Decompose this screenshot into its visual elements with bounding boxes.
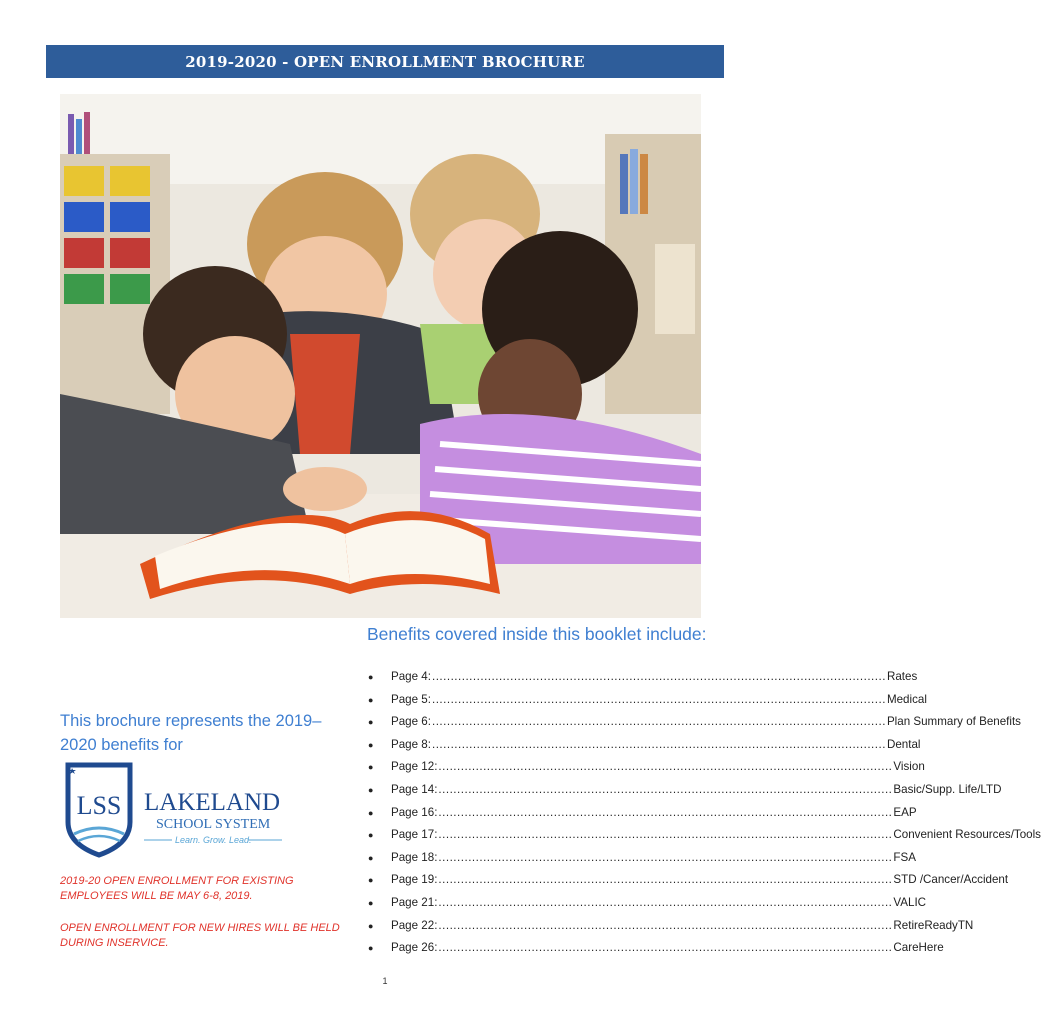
bullet-icon: ●	[368, 784, 374, 795]
dot-leader: ..........................................................................................................................	[431, 670, 886, 683]
page-number: 1	[382, 976, 388, 986]
list-item	[368, 782, 1002, 806]
bullet-icon: ●	[368, 672, 374, 682]
intro-text: This brochure represents the 2019–2020 benefits for	[60, 712, 322, 754]
list-item-page: Page 5:	[391, 692, 431, 706]
list-item	[368, 873, 1009, 896]
list-item-page: Page 18:	[391, 850, 438, 864]
list-item	[368, 805, 917, 829]
list-item-page: Page 17:	[391, 828, 438, 842]
list-item	[368, 760, 925, 783]
list-item	[368, 828, 1041, 851]
list-item-topic: Convenient Resources/Tools	[893, 828, 1041, 842]
bullet-icon: ●	[368, 875, 374, 886]
bullet-icon: ●	[368, 807, 374, 818]
list-item-page: Page 19:	[391, 873, 438, 887]
list-item-topic: CareHere	[893, 941, 944, 955]
benefits-heading: Benefits covered inside this booklet include:	[367, 624, 707, 644]
list-item-topic: STD /Cancer/Accident	[893, 873, 1009, 887]
enrollment-banner	[46, 45, 724, 78]
list-item	[368, 918, 974, 942]
benefits-list	[368, 670, 1041, 964]
list-item	[368, 737, 921, 761]
list-item-page: Page 22:	[391, 918, 438, 932]
list-item-topic: Dental	[886, 737, 921, 751]
list-item	[368, 941, 944, 964]
list-item	[368, 850, 916, 874]
bullet-icon: ●	[368, 852, 374, 863]
dot-leader: ..........................................................................................................................	[438, 782, 893, 796]
list-item-page: Page 12:	[391, 760, 438, 774]
bullet-icon: ●	[368, 943, 374, 954]
list-item	[368, 670, 918, 693]
logo-subtitle: SCHOOL SYSTEM	[156, 817, 271, 832]
bullet-icon: ●	[368, 694, 374, 705]
bullet-icon: ●	[368, 717, 374, 728]
dot-leader: ..........................................................................................................................	[438, 941, 893, 955]
list-item-page: Page 26:	[391, 941, 438, 955]
list-item-page: Page 14:	[391, 782, 438, 796]
lakeland-logo	[60, 762, 306, 857]
logo-monogram: LSS	[76, 791, 122, 820]
dot-leader: ..........................................................................................................................	[438, 918, 893, 932]
bullet-icon: ●	[368, 897, 374, 908]
dot-leader: ..........................................................................................................................	[438, 895, 893, 909]
dot-leader: ..........................................................................................................................	[438, 828, 893, 842]
dot-leader: ..........................................................................................................................	[438, 873, 893, 887]
list-item-page: Page 8:	[391, 737, 431, 751]
new-hires-notice: OPEN ENROLLMENT FOR NEW HIRES WILL BE HELD DURING INSERVICE.	[60, 922, 340, 949]
list-item-topic: VALIC	[893, 895, 927, 909]
list-item-topic: Vision	[893, 760, 925, 774]
list-item-page: Page 16:	[391, 805, 438, 819]
bullet-icon: ●	[368, 830, 374, 841]
bullet-icon: ●	[368, 739, 374, 750]
list-item-topic: Rates	[886, 670, 918, 683]
list-item-topic: FSA	[893, 850, 916, 864]
dot-leader: ..........................................................................................................................	[431, 715, 886, 729]
bullet-icon: ●	[368, 920, 374, 931]
list-item-page: Page 21:	[391, 895, 438, 909]
list-item-topic: Basic/Supp. Life/LTD	[893, 782, 1002, 796]
list-item-topic: Medical	[886, 692, 927, 706]
list-item-topic: Plan Summary of Benefits	[886, 715, 1021, 729]
list-item	[368, 895, 927, 919]
list-item	[368, 715, 1021, 738]
list-item-topic: EAP	[893, 805, 917, 819]
dot-leader: ..........................................................................................................................	[438, 805, 893, 819]
dot-leader: ..........................................................................................................................	[431, 692, 886, 706]
logo-tagline: Learn. Grow. Lead.	[175, 835, 252, 845]
dot-leader: ..........................................................................................................................	[438, 760, 893, 774]
dot-leader: ..........................................................................................................................	[431, 737, 886, 751]
banner-title: 2019-2020 - OPEN ENROLLMENT BROCHURE	[185, 52, 585, 71]
existing-employees-notice: 2019-20 OPEN ENROLLMENT FOR EXISTING EMPLOYEES WILL BE MAY 6-8, 2019.	[60, 875, 294, 902]
list-item	[368, 692, 927, 716]
bullet-icon: ●	[368, 762, 374, 773]
cover-photo	[60, 94, 701, 618]
dot-leader: ..........................................................................................................................	[438, 850, 893, 864]
list-item-page: Page 6:	[391, 715, 431, 729]
logo-name: LAKELAND	[144, 789, 281, 816]
list-item-topic: RetireReadyTN	[893, 918, 974, 932]
list-item-page: Page 4:	[391, 670, 431, 683]
